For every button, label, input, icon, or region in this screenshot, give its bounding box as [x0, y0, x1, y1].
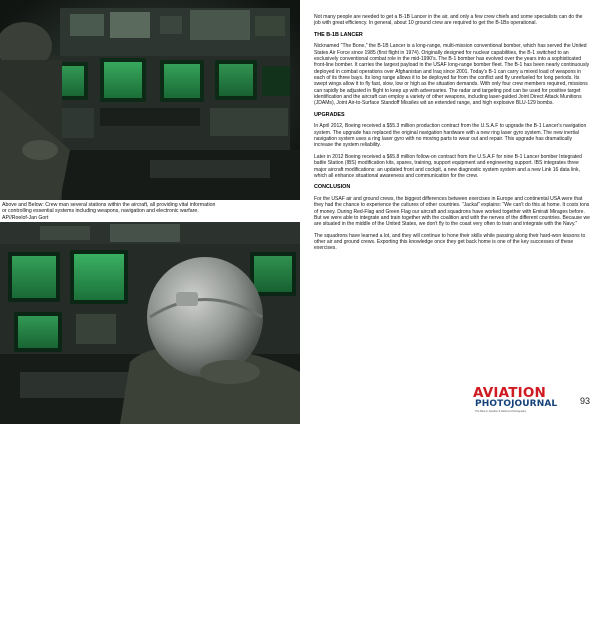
aviation-photojournal-logo: [473, 386, 567, 416]
logo-line-aviation: AVIATION: [473, 385, 547, 401]
intro-paragraph: Not many people are needed to get a B-1B Lancer in the air, and only a few crew chiefs and some specialists can do the job with great efficiency. In general, about 10 ground crew are required to get the B-1Bs operational.: [314, 14, 583, 27]
section-heading: THE B-1B LANCER: [314, 31, 363, 38]
caption-line: or controlling essential systems including weapons, navigation and electronic warfare.: [2, 208, 199, 215]
section-paragraph: Nicknamed "The Bone," the B-1B Lancer is a long-range, multi-mission conventional bomber, which has served the United States Air Force since 1985 (first flight in 1974). Originally designed for nuclear capabilities, the B-1 switched to an exclusively conventional combat role in the mid-1990's. The B-1 bomber has evolved over the years into a sophisticated front-line bomber. It carries the largest payload in the USAF long-range bomber fleet. The B-1 has been nearly continuously deployed in combat operations over Afghanistan and Iraq since 2001. Today's B-1 can carry a mixed load of weapons in each of its three bays. Its long range allows it to be deployed far from the conflict and fly unrefueled for long periods. Its swept wings allow it to fly fast, slow, low or high as the situation demands. With only four crew members required, missions can rapidly be adjusted in flight to keep up with adversaries. The radar and targeting pod can be used for positive target identification and the aircraft can employ a variety of other weapons, including laser-guided Joint Direct Attack Munitions (JDAMs), Joint Air-to-Surface Standoff Missiles wit an extended range, and high explosive BLU-129 bombs.: [314, 43, 590, 107]
cockpit-photo-top: [0, 0, 300, 200]
page-number-right: 93: [580, 396, 591, 406]
cockpit-photo-bottom: [0, 222, 300, 633]
logo-line-photojournal: PHOTOJOURNAL: [475, 399, 558, 409]
section-heading: UPGRADES: [314, 111, 345, 118]
article-body: [314, 14, 590, 257]
photo-caption: [2, 202, 298, 221]
section-paragraph: In April 2012, Boeing received a $55.3 million production contract from the U.S.A.F to upgrade the B-1 Lancer's navigation system. The upgrade has replaced the original navigation hardware with a new ring laser gyro system. The new inertial navigation system uses a ring laser gyro with no moving parts to wear out and repair. This upgrade has dramatically increase the system reliability.: [314, 123, 587, 149]
section-paragraph: For the USAF air and ground crews, the biggest differences between exercises in Europe and continental USA were that they had the chance to experience the cultures of other countries. "Jackal" explains: "We can't do this at home. It costs tons of money. During Red-Flag and Green Flag our aircraft and squadrons have worked together with Emirati Mirages before. But we were able to integrate and train together with the coalition and with the nerves of the different countries. Because we are situated in the middle of the United States, we don't fly to the coast very often to train and integrate with the Navy.": [314, 195, 590, 228]
section-paragraph: Later in 2012 Boeing received a $65.8 million follow-on contract from the U.S.A.F for nine B-1 Lancer bomber Integrated battle Station (IBS) modification kits, spares, training, support equipment and engineering support. IBS integrates three major aircraft modifications: an updated front and cockpit, a new diagnostic system system and a new Link 16 data link, which all enhance situational awareness and communication for the crew.: [314, 153, 582, 179]
logo-tagline: The Best in Aviation & Defence Photography: [475, 410, 527, 413]
photo-credit: AP//Roelof-Jan Gort: [2, 214, 49, 221]
right-page: [300, 0, 600, 424]
section-paragraph: The squadrons have learned a lot, and they will continue to hone their skills while passing along their hard-won lessons to other air and ground crews. Exporting this knowledge once they get back home is one of the key successes of these exercises.: [314, 232, 586, 252]
caption-line: Above and Below: Crew man several stations within the aircraft, all providing vital information: [2, 202, 216, 208]
page-number-left: 92: [6, 623, 17, 633]
section-heading: CONCLUSION: [314, 184, 351, 191]
